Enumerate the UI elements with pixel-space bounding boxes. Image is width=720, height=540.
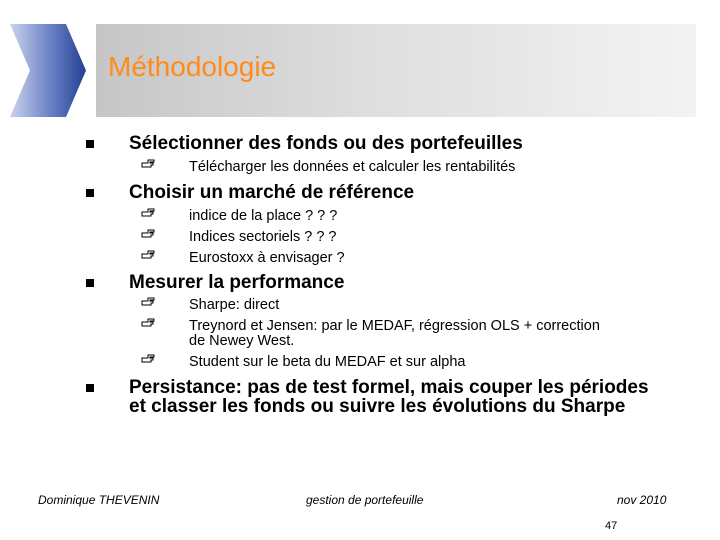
bullet-2-sub-2: Indices sectoriels ? ? ? [189,229,337,245]
pointing-hand-icon [141,207,155,221]
square-bullet-icon [86,189,94,197]
pointing-hand-icon [141,228,155,242]
bullet-2-text: Choisir un marché de référence [129,182,415,203]
slide-title: Méthodologie [108,51,277,82]
bullet-1-text: Sélectionner des fonds ou des portefeuilles [129,133,523,154]
pointing-hand-icon [141,296,155,310]
footer-author: Dominique THEVENIN [38,493,160,507]
square-bullet-icon [86,384,94,392]
bullet-3-sub-1: Sharpe: direct [189,297,280,313]
pointing-hand-icon [141,249,155,263]
arrow-icon [10,24,86,117]
bullet-2-sub-3: Eurostoxx à envisager ? [189,250,345,266]
page-number: 47 [605,520,618,532]
bullet-1-sub-1: Télécharger les données et calculer les rentabilités [189,159,516,175]
bullet-4-text: Persistance: pas de test formel, mais couper les périodes et classer les fonds ou suivre les évolutions du Sharpe [129,377,649,417]
bullet-3-sub-3: Student sur le beta du MEDAF et sur alpha [189,354,466,370]
bullet-3-sub-2-cont: de Newey West. [189,333,295,349]
bullet-3-text: Mesurer la performance [129,272,345,293]
pointing-hand-icon [141,317,155,331]
square-bullet-icon [86,140,94,148]
footer-subject: gestion de portefeuille [306,493,424,507]
bullet-2-sub-1: indice de la place ? ? ? [189,208,338,224]
pointing-hand-icon [141,353,155,367]
square-bullet-icon [86,279,94,287]
pointing-hand-icon [141,158,155,172]
footer-date: nov 2010 [617,493,667,507]
bullet-3-sub-2: Treynord et Jensen: par le MEDAF, régression OLS + correction [189,318,600,334]
